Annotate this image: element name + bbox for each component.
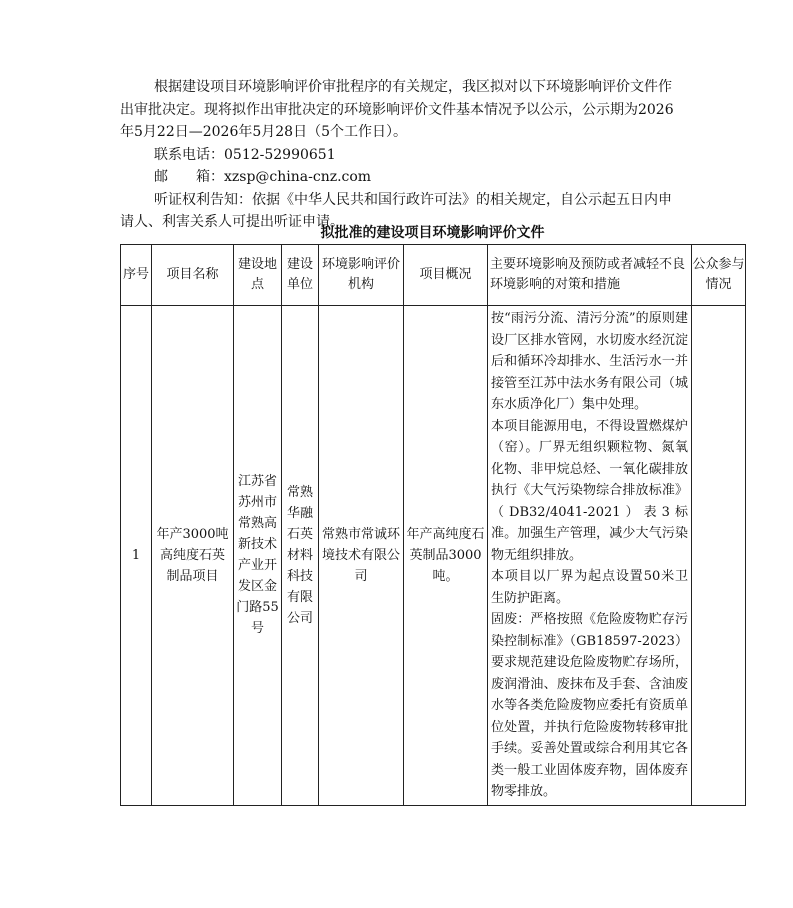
measure-air: 本项目能源用电，不得设置燃煤炉（窑）。厂界无组织颗粒物、氮氧化物、非甲烷总烃、一氧化碳排放执行《大气污染物综合排放标准》（DB32/4041-2021）表3标准。加强生产管理，减少大气污染物无组织排放。 <box>491 418 688 563</box>
intro-section <box>120 76 680 234</box>
project-table <box>120 244 746 806</box>
phone-label: 联系电话： <box>154 146 224 163</box>
contact-phone <box>120 144 680 167</box>
cell-agency: 常熟市常诚环境技术有限公司 <box>319 306 404 806</box>
header-overview: 项目概况 <box>404 245 488 306</box>
hearing-notice: 听证权利告知：依据《中华人民共和国行政许可法》的相关规定，自公示起五日内申请人、利害关系人可提出听证申请。 <box>120 191 672 230</box>
cell-overview: 年产高纯度石英制品3000吨。 <box>404 306 488 806</box>
phone-number: 0512-52990651 <box>224 146 336 163</box>
cell-unit: 常熟华融石英材料科技有限公司 <box>282 306 319 806</box>
cell-participation <box>692 306 746 806</box>
email-address: xzsp@china-cnz.com <box>224 169 372 185</box>
table-header-row <box>121 245 746 306</box>
header-participation: 公众参与情况 <box>692 245 746 306</box>
header-seq: 序号 <box>121 245 152 306</box>
cell-name: 年产3000吨高纯度石英制品项目 <box>152 306 234 806</box>
header-location: 建设地点 <box>234 245 282 306</box>
email-label: 邮 箱： <box>154 169 224 185</box>
header-measures: 主要环境影响及预防或者减轻不良环境影响的对策和措施 <box>488 245 692 306</box>
header-name: 项目名称 <box>152 245 234 306</box>
cell-seq: 1 <box>121 306 152 806</box>
measure-solid-waste: 固废：严格按照《危险废物贮存污染控制标准》（GB18597-2023）要求规范建设危险废物贮存场所，废润滑油、废抹布及手套、含油废水等各类危险废物应委托有资质单位处置，并执行危险废物转移审批手续。妥善处置或综合利用其它各类一般工业固体废弃物，固体废弃物零排放。 <box>491 612 688 799</box>
header-agency: 环境影响评价机构 <box>319 245 404 306</box>
header-unit: 建设单位 <box>282 245 319 306</box>
table-row <box>121 306 746 806</box>
measure-water: 按“雨污分流、清污分流”的原则建设厂区排水管网，水切废水经沉淀后和循环冷却排水、生活污水一并接管至江苏中法水务有限公司（城东水质净化厂）集中处理。 <box>491 311 688 412</box>
contact-email <box>120 166 680 189</box>
table-title: 拟批准的建设项目环境影响评价文件 <box>320 225 545 241</box>
intro-paragraph: 根据建设项目环境影响评价审批程序的有关规定，我区拟对以下环境影响评价文件作出审批决定。现将拟作出审批决定的环境影响评价文件基本情况予以公示，公示期为2026年5月22日—2026年5月28日（5个工作日）。 <box>120 79 674 140</box>
cell-location: 江苏省苏州市常熟高新技术产业开发区金门路55号 <box>234 306 282 806</box>
cell-measures <box>488 306 692 806</box>
measure-distance: 本项目以厂界为起点设置50米卫生防护距离。 <box>491 569 688 606</box>
